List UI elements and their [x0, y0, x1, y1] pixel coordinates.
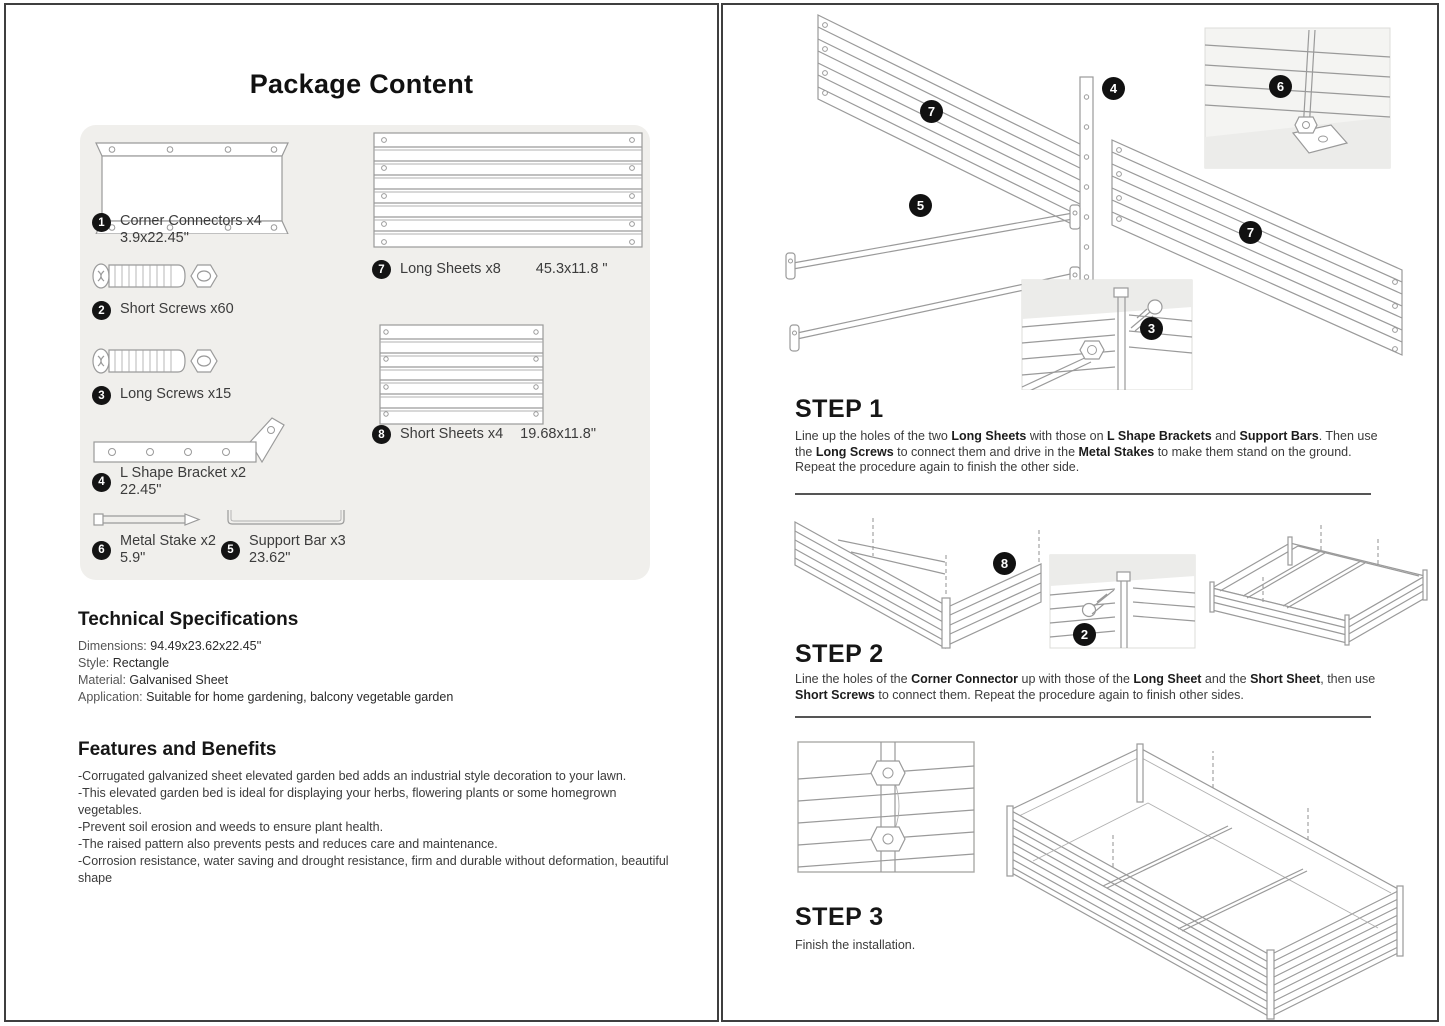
section-divider — [795, 493, 1371, 495]
item-number-badge: 8 — [372, 425, 391, 444]
features-list — [78, 768, 678, 887]
feature-bullet: -This elevated garden bed is ideal for displaying your herbs, flowering plants or some homegrown vegetables. — [78, 786, 617, 817]
package-contents-box — [80, 125, 650, 580]
package-item-corner-connectors — [92, 213, 262, 247]
item-label: Long Screws x15 — [120, 386, 232, 402]
item-number-badge: 4 — [92, 473, 111, 492]
spec-row: Material: Galvanised Sheet — [78, 673, 229, 687]
package-item-short-screws — [92, 301, 234, 320]
page-title: Package Content — [249, 69, 474, 99]
callout-short-screw: 2 — [1073, 623, 1096, 646]
callout-long-sheet-left: 7 — [920, 100, 943, 123]
features-heading: Features and Benefits — [78, 739, 277, 760]
item-label: Long Sheets x8 — [400, 261, 501, 277]
step1-diagram — [723, 5, 1437, 390]
item-label: L Shape Bracket x2 — [120, 465, 247, 481]
feature-bullet: -Corrugated galvanized sheet elevated garden bed adds an industrial style decoration to your lawn. — [78, 769, 627, 783]
step1-title: STEP 1 — [795, 395, 884, 423]
item-number-badge: 6 — [92, 541, 111, 560]
item-size: 19.68x11.8" — [520, 426, 596, 442]
package-item-metal-stake — [92, 533, 216, 567]
package-item-long-screws — [92, 386, 231, 405]
item-number-badge: 2 — [92, 301, 111, 320]
tech-specs-heading: Technical Specifications — [78, 609, 299, 630]
package-item-support-bar — [221, 533, 346, 567]
callout-metal-stake: 6 — [1269, 75, 1292, 98]
l-bracket-illustration — [92, 416, 287, 466]
item-number-badge: 1 — [92, 213, 111, 232]
assembly-steps-page — [721, 3, 1439, 1022]
metal-stake-illustration — [92, 510, 202, 528]
item-number-badge: 3 — [92, 386, 111, 405]
long-screw-illustration — [90, 342, 220, 380]
callout-l-shape-bracket: 4 — [1102, 77, 1125, 100]
item-size: 23.62" — [249, 550, 291, 566]
callout-support-bar: 5 — [909, 194, 932, 217]
step3-instructions: Finish the installation. — [795, 938, 916, 952]
callout-long-screw: 3 — [1140, 317, 1163, 340]
item-size: 3.9x22.45" — [120, 230, 189, 246]
feature-bullet: -Prevent soil erosion and weeds to ensure plant health. — [78, 820, 384, 834]
feature-bullet: -Corrosion resistance, water saving and drought resistance, firm and durable without deformation, beautiful shape — [78, 854, 669, 885]
item-number-badge: 5 — [221, 541, 240, 560]
item-label: Short Sheets x4 — [400, 426, 504, 442]
support-bar-illustration — [222, 508, 350, 528]
step3-title: STEP 3 — [795, 903, 884, 931]
spec-row: Application: Suitable for home gardening, balcony vegetable garden — [78, 690, 454, 704]
item-label: Support Bar x3 — [249, 533, 346, 549]
item-label: Metal Stake x2 — [120, 533, 216, 549]
section-divider — [795, 716, 1371, 718]
step3-diagram — [723, 721, 1437, 1021]
spec-row: Dimensions: 94.49x23.62x22.45'' — [78, 639, 262, 653]
callout-long-sheet-right: 7 — [1239, 221, 1262, 244]
item-size: 45.3x11.8 " — [535, 261, 608, 277]
step1-instructions: Line up the holes of the two Long Sheets with those on L Shape Brackets and Support Bars. Then use the Long Screws to connect them and drive in the Metal Stakes to make them stand on the ground. Repeat the procedure again to finish the other side. — [795, 429, 1378, 474]
callout-short-sheet: 8 — [993, 552, 1016, 575]
package-item-short-sheets — [372, 425, 596, 444]
spec-row: Style: Rectangle — [78, 656, 170, 670]
short-sheets-illustration — [378, 323, 545, 426]
short-screw-illustration — [90, 257, 220, 295]
step2-title: STEP 2 — [795, 640, 884, 668]
item-size: 22.45" — [120, 482, 162, 498]
item-size: 5.9" — [120, 550, 146, 566]
item-label: Corner Connectors x4 — [120, 213, 262, 229]
package-item-long-sheets — [372, 260, 608, 279]
item-label: Short Screws x60 — [120, 301, 234, 317]
tech-specs-list — [78, 638, 453, 706]
feature-bullet: -The raised pattern also prevents pests and reduces care and maintenance. — [78, 837, 498, 851]
item-number-badge: 7 — [372, 260, 391, 279]
package-content-page — [4, 3, 719, 1022]
package-item-l-bracket — [92, 465, 246, 499]
long-sheets-illustration — [372, 131, 644, 249]
step2-instructions: Line the holes of the Corner Connector up with those of the Long Sheet and the Short Sheet, then use Short Screws to connect them. Repeat the procedure again to finish other sides. — [795, 672, 1376, 702]
